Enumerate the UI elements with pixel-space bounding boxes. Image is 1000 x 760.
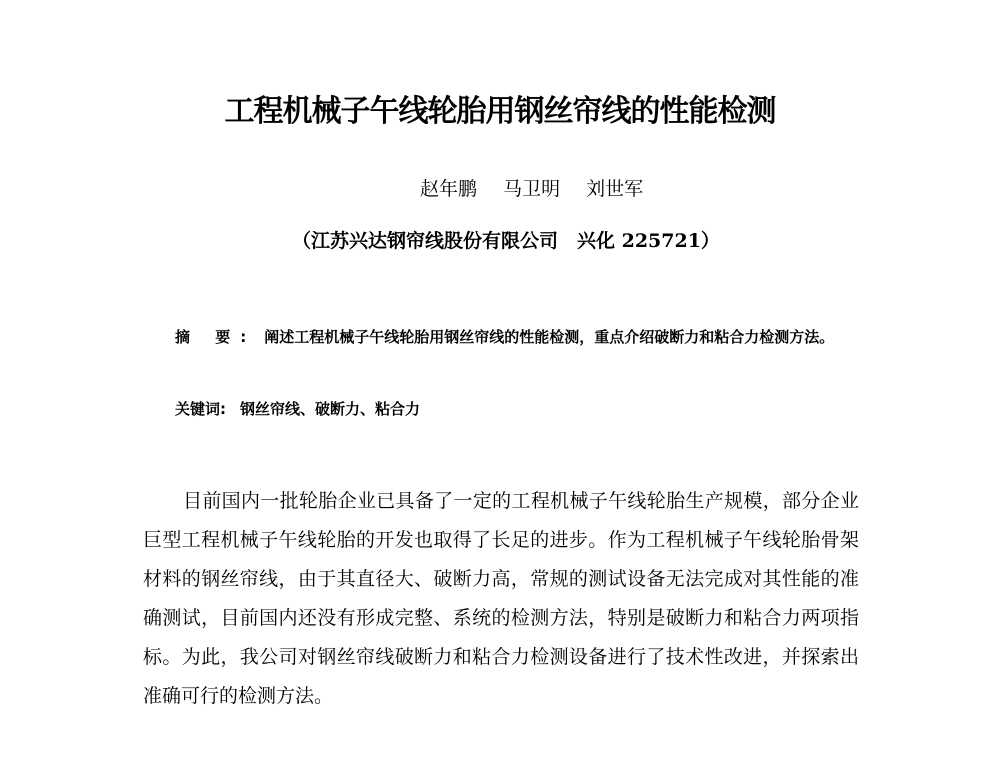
abstract-label: 摘 要: <box>175 328 257 346</box>
author-name: 刘世军 <box>586 178 644 200</box>
body-paragraph: 目前国内一批轮胎企业已具备了一定的工程机械子午线轮胎生产规模，部分企业巨型工程机械子午线轮胎的开发也取得了长足的进步。作为工程机械子午线轮胎骨架材料的钢丝帘线，由于其直径大、破断力高，常规的测试设备无法完成对其性能的准确测试，目前国内还没有形成完整、系统的检测方法，特别是破断力和粘合力两项指标。为此，我公司对钢丝帘线破断力和粘合力检测设备进行了技术性改进，并探索出准确可行的检测方法。 <box>143 490 859 707</box>
keywords-text: 钢丝帘线、破断力、粘合力 <box>240 400 421 418</box>
paper-title: 工程机械子午线轮胎用钢丝帘线的性能检测 <box>224 94 776 129</box>
keywords-section <box>175 398 420 419</box>
author-name: 赵年鹏 <box>420 178 478 200</box>
abstract-text: 阐述工程机械子午线轮胎用钢丝帘线的性能检测，重点介绍破断力和粘合力检测方法。 <box>264 328 835 346</box>
author-affiliation: （江苏兴达钢帘线股份有限公司 兴化 225721） <box>292 230 720 252</box>
keywords-label: 关键词: <box>175 400 226 418</box>
author-name: 马卫明 <box>503 178 561 200</box>
abstract-section <box>143 322 859 352</box>
author-list <box>420 174 663 201</box>
